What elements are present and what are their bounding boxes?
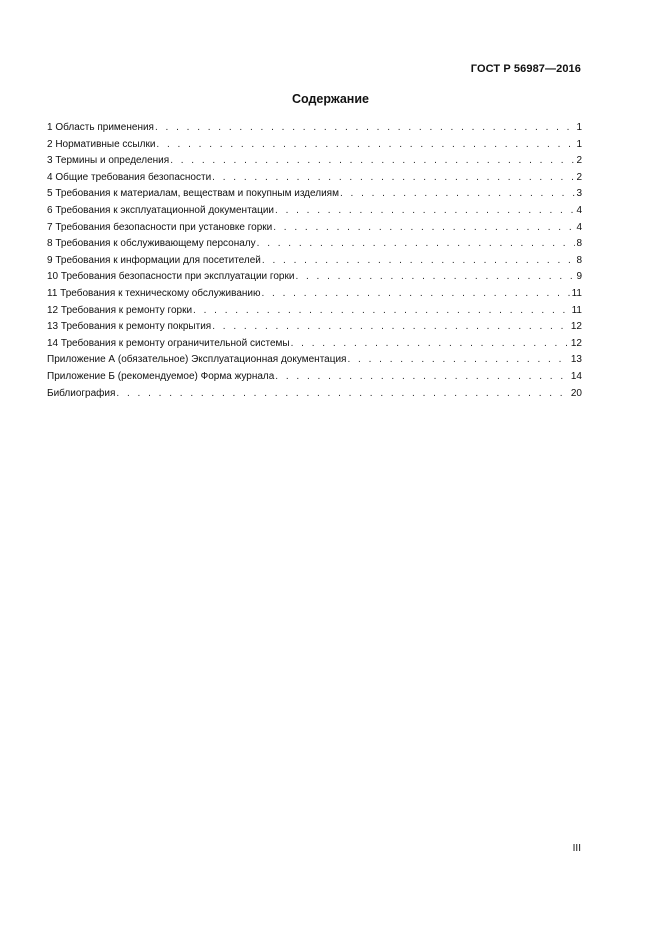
toc-entry-label: 14 Требования к ремонту ограничительной системы (47, 337, 290, 349)
dot-leader (347, 352, 569, 369)
toc-entry-page: 1 (576, 122, 582, 133)
toc-entry-page: 8 (576, 254, 582, 266)
toc-entry-label: Приложение А (обязательное) Эксплуатационная документация (47, 354, 347, 366)
toc-entry[interactable] (47, 269, 582, 286)
toc-entry[interactable] (47, 220, 582, 237)
toc-entry[interactable] (47, 153, 582, 170)
dot-leader (273, 220, 575, 237)
toc-entry[interactable] (47, 386, 582, 403)
toc-entry-page: 9 (576, 271, 582, 283)
toc-entry-label: 11 Требования к техническому обслуживанию (47, 287, 261, 299)
toc-entry[interactable] (47, 186, 582, 203)
toc-entry-label: 5 Требования к материалам, веществам и покупным изделиям (47, 188, 339, 200)
toc-entry-label: 12 Требования к ремонту горки (47, 304, 193, 316)
toc-entry-label: 10 Требования безопасности при эксплуатации горки (47, 271, 295, 283)
toc-entry-page: 13 (570, 354, 582, 366)
toc-entry[interactable] (47, 286, 582, 303)
page-number: III (572, 843, 581, 854)
toc-entry[interactable] (47, 352, 582, 369)
toc-entry-label: 2 Нормативные ссылки (47, 138, 156, 150)
toc-entry-label: 13 Требования к ремонту покрытия (47, 321, 212, 333)
dot-leader (212, 170, 575, 187)
dot-leader (193, 303, 571, 320)
toc-entry-label: 7 Требования безопасности при установке горки (47, 221, 273, 233)
toc-entry-page: 20 (570, 387, 582, 399)
toc-entry-page: 1 (576, 138, 582, 150)
toc-entry[interactable] (47, 336, 582, 353)
dot-leader (156, 137, 575, 154)
dot-leader (262, 286, 571, 303)
table-of-contents (47, 120, 582, 402)
toc-entry-label: 9 Требования к информации для посетителей (47, 254, 261, 266)
toc-entry-label: 4 Общие требования безопасности (47, 171, 212, 183)
toc-entry-page: 2 (576, 155, 582, 167)
dot-leader (275, 369, 570, 386)
toc-entry-page: 12 (570, 337, 582, 349)
dot-leader (257, 236, 576, 253)
toc-entry-page: 14 (570, 370, 582, 382)
dot-leader (155, 120, 575, 137)
dot-leader (116, 386, 569, 403)
toc-entry[interactable] (47, 303, 582, 320)
toc-entry-page: 2 (576, 171, 582, 183)
dot-leader (262, 253, 576, 270)
toc-entry-page: 4 (576, 204, 582, 216)
toc-entry-label: 3 Термины и определения (47, 155, 170, 167)
dot-leader (340, 186, 575, 203)
toc-entry[interactable] (47, 369, 582, 386)
toc-entry-page: 3 (576, 188, 582, 200)
dot-leader (291, 336, 570, 353)
dot-leader (170, 153, 575, 170)
toc-entry[interactable] (47, 137, 582, 154)
dot-leader (295, 269, 575, 286)
toc-entry-label: 6 Требования к эксплуатационной документации (47, 204, 275, 216)
toc-entry[interactable] (47, 203, 582, 220)
toc-title: Содержание (291, 92, 369, 106)
toc-entry[interactable] (47, 319, 582, 336)
toc-entry[interactable] (47, 236, 582, 253)
toc-entry[interactable] (47, 253, 582, 270)
toc-entry-label: 1 Область применения (47, 122, 154, 133)
toc-entry-label: 8 Требования к обслуживающему персоналу (47, 238, 256, 250)
toc-entry-page: 11 (571, 304, 582, 316)
toc-entry[interactable] (47, 120, 582, 137)
toc-entry-page: 11 (571, 287, 582, 299)
toc-entry-page: 8 (576, 238, 582, 250)
toc-entry-label: Приложение Б (рекомендуемое) Форма журнала (47, 370, 275, 382)
dot-leader (275, 203, 575, 220)
toc-entry[interactable] (47, 170, 582, 187)
toc-entry-page: 4 (576, 221, 582, 233)
dot-leader (212, 319, 570, 336)
standard-code: ГОСТ Р 56987—2016 (470, 63, 581, 75)
toc-entry-label: Библиография (47, 387, 116, 399)
toc-entry-page: 12 (570, 321, 582, 333)
